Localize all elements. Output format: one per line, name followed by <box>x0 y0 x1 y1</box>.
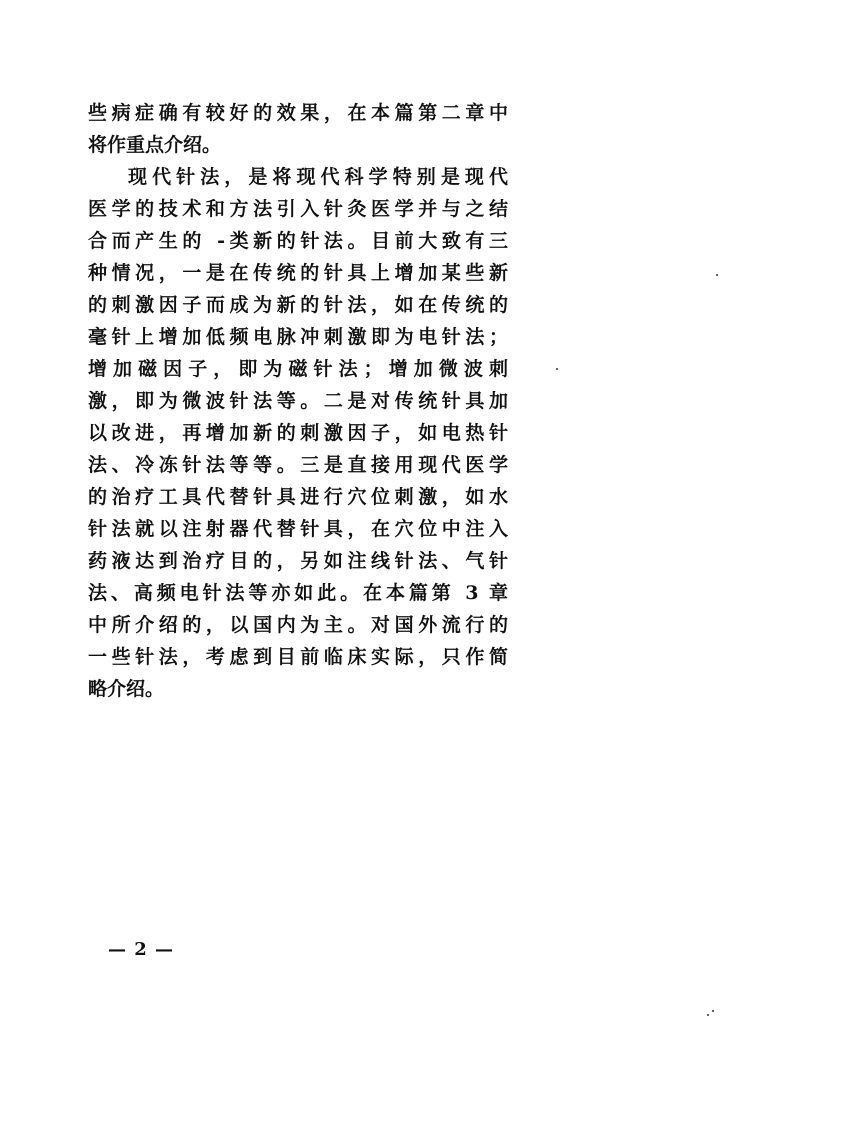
text-line: 以改进，再增加新的刺激因子，如电热针 <box>88 422 508 444</box>
text-line: 种情况，一是在传统的针具上增加某些新 <box>88 262 508 284</box>
text-line: 法、高频电针法等亦如此。在本篇第 3 章 <box>88 582 508 604</box>
scan-speck <box>712 1010 714 1012</box>
text-line: 针法就以注射器代替针具，在穴位中注入 <box>88 518 508 540</box>
scan-speck <box>716 274 718 276</box>
body-text <box>88 97 508 705</box>
text-line: 增加磁因子，即为磁针法；增加微波刺 <box>88 358 508 380</box>
scan-speck <box>556 368 558 370</box>
text-line: 的刺激因子而成为新的针法，如在传统的 <box>88 294 508 316</box>
text-line: 的治疗工具代替针具进行穴位刺激，如水 <box>88 486 508 508</box>
text-line: 激，即为微波针法等。二是对传统针具加 <box>88 390 508 412</box>
text-line: 中所介绍的，以国内为主。对国外流行的 <box>88 614 508 636</box>
page-number: — 2 — <box>108 939 175 960</box>
scan-speck <box>707 1014 709 1016</box>
text-line: 现代针法，是将现代科学特别是现代 <box>128 166 508 188</box>
text-line: 合而产生的 -类新的针法。目前大致有三 <box>88 230 508 252</box>
text-line: 医学的技术和方法引入针灸医学并与之结 <box>88 198 508 220</box>
text-line: 略介绍。 <box>88 678 165 700</box>
text-line: 法、冷冻针法等等。三是直接用现代医学 <box>88 454 508 476</box>
text-line: 药液达到治疗目的，另如注线针法、气针 <box>88 550 508 572</box>
text-line: 将作重点介绍。 <box>88 134 222 156</box>
text-line: 毫针上增加低频电脉冲刺激即为电针法； <box>88 326 508 348</box>
text-line: 些病症确有较好的效果，在本篇第二章中 <box>88 102 508 124</box>
text-line: 一些针法，考虑到目前临床实际，只作简 <box>88 646 508 668</box>
